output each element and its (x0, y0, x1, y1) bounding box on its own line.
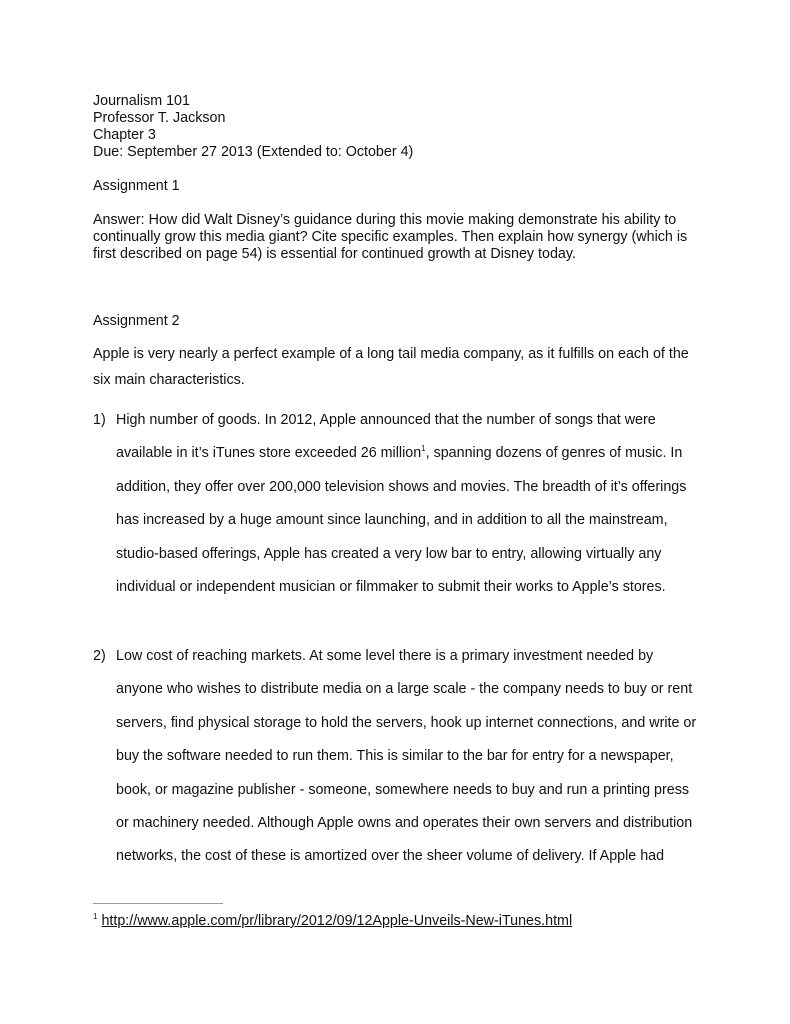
footnote (93, 913, 572, 930)
footnote-reference[interactable]: 1 (421, 444, 426, 454)
list-item-text (116, 404, 703, 604)
professor-name: Professor T. Jackson (93, 110, 226, 126)
assignment-1-title: Assignment 1 (93, 178, 180, 194)
list-item-1 (93, 404, 703, 604)
assignment-2-intro: Apple is very nearly a perfect example of a long tail media company, as it fulfills on each of the six main characteristics. (93, 346, 689, 388)
list-item-number: 2) (93, 648, 106, 664)
list-item-number: 1) (93, 412, 106, 428)
footnote-divider (93, 903, 223, 904)
chapter-label: Chapter 3 (93, 127, 156, 143)
assignment-1-body: Answer: How did Walt Disney’s guidance during this movie making demonstrate his ability to continually grow this media giant? Cite specific examples. Then explain how synergy (which is first described on page 54) is essential for continued growth at Disney today. (93, 212, 688, 262)
list-item-2 (93, 640, 703, 874)
course-name: Journalism 101 (93, 93, 190, 109)
due-date: Due: September 27 2013 (Extended to: October 4) (93, 144, 414, 160)
footnote-marker: 1 (93, 912, 98, 922)
list-item-text-end: , spanning dozens of genres of music. In addition, they offer over 200,000 television shows and movies. The breadth of it’s offerings has increased by a huge amount since launching, and in addition to all the mainstream, studio-based offerings, Apple has created a very low bar to entry, allowing virtually any individual or independent musician or filmmaker to submit their works to Apple’s stores. (116, 445, 687, 596)
list-item-text: Low cost of reaching markets. At some level there is a primary investment needed by anyone who wishes to distribute media on a large scale - the company needs to buy or rent servers, find physical storage to hold the servers, hook up internet connections, and write or buy the software needed to run them. This is similar to the bar for entry for a newspaper, book, or magazine publisher - someone, somewhere needs to buy and run a printing press or machinery needed. Although Apple owns and operates their own servers and distribution networks, the cost of these is amortized over the sheer volume of delivery. If Apple had (116, 648, 697, 865)
list-item-text-start: High number of goods. In 2012, Apple announced that the number of songs that were available in it’s iTunes store exceeded 26 million (116, 412, 656, 462)
assignment-2-title: Assignment 2 (93, 313, 180, 329)
document-header (93, 93, 413, 161)
footnote-link[interactable]: http://www.apple.com/pr/library/2012/09/12Apple-Unveils-New-iTunes.html (101, 913, 573, 929)
